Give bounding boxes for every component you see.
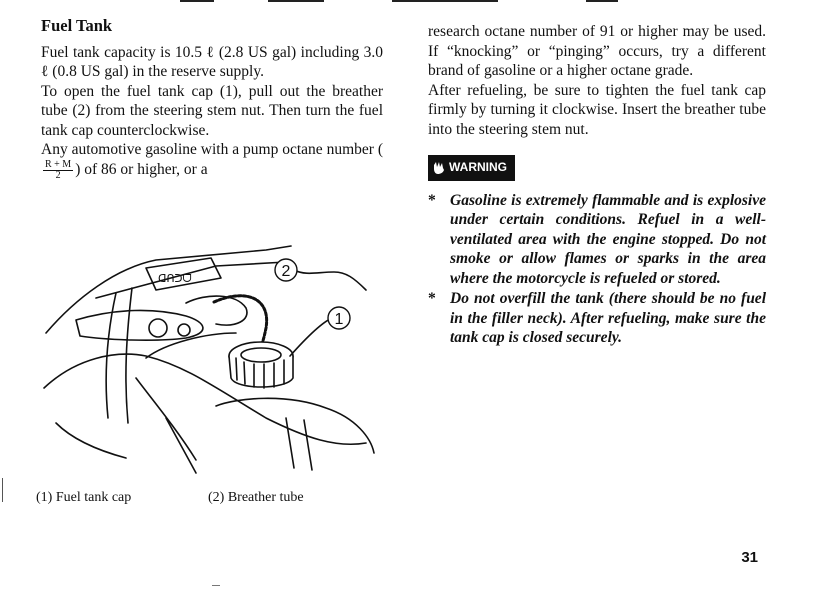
fraction-numerator: R + M — [45, 158, 72, 170]
fuel-tank-illustration — [36, 238, 380, 478]
bottom-mark — [212, 585, 220, 586]
frame-outline — [46, 246, 291, 333]
open-cap-paragraph: To open the fuel tank cap (1), pull out the breather tube (2) from the steering stem nut. Then turn the fuel tank cap counterclockwise. — [41, 82, 383, 139]
leader-2 — [294, 270, 366, 290]
warning-text: Gasoline is extremely flammable and is explosive under certain conditions. Refuel in a well-ventilated area with the engine stopped. Do not smoke or allow flames or sparks in the area where the motorcycle is refueled or stored. — [450, 191, 766, 287]
svg-text:ᗡᑎᑐᗜ: ᗡᑎᑐᗜ — [158, 273, 192, 285]
caption-fuel-tank-cap: (1) Fuel tank cap — [36, 490, 132, 505]
warning-bullet: * — [428, 191, 436, 209]
top-rule-mid1 — [268, 0, 324, 2]
top-rule-right — [586, 0, 618, 2]
fraction-denominator: 2 — [55, 169, 61, 181]
octane-text-before: Any automotive gasoline with a pump octane number ( — [41, 141, 383, 158]
left-column — [41, 16, 383, 181]
octane-fraction — [43, 160, 73, 181]
warning-bullet: * — [428, 290, 436, 307]
octane-paragraph — [41, 140, 383, 181]
leader-1 — [290, 318, 332, 356]
callout-1-label: 1 — [334, 311, 344, 328]
after-refueling-paragraph: After refueling, be sure to tighten the fuel tank cap firmly by turning it clockwise. Insert the breather tube into the steering stem nut. — [428, 81, 766, 138]
top-rule-mid2 — [392, 0, 498, 2]
warning-list — [428, 191, 766, 348]
warning-item — [428, 289, 766, 348]
warning-item — [428, 191, 766, 289]
top-rule-left — [180, 0, 214, 2]
octane-text-after: ) of 86 or higher, or a — [75, 160, 208, 178]
research-octane-paragraph: research octane number of 91 or higher may be used. If “knocking” or “pinging” occurs, try a different brand of gasoline or a higher octane grade. — [428, 23, 766, 79]
page-number: 31 — [741, 549, 758, 566]
warning-hand-icon — [432, 161, 446, 175]
warning-label: WARNING — [449, 160, 507, 174]
fork-right — [126, 288, 132, 423]
right-column — [428, 22, 766, 349]
warning-badge — [428, 155, 515, 181]
callout-2-label: 2 — [281, 263, 291, 280]
caption-breather-tube: (2) Breather tube — [208, 490, 304, 505]
fuel-tank-body — [44, 354, 366, 444]
section-heading: Fuel Tank — [41, 16, 113, 35]
edge-mark — [2, 478, 3, 502]
capacity-paragraph: Fuel tank capacity is 10.5 ℓ (2.8 US gal) including 3.0 ℓ (0.8 US gal) in the reserve supply. — [41, 43, 383, 80]
warning-text: Do not overfill the tank (there should be no fuel in the filler neck). After refueling, make sure the tank cap is closed securely. — [450, 290, 766, 346]
